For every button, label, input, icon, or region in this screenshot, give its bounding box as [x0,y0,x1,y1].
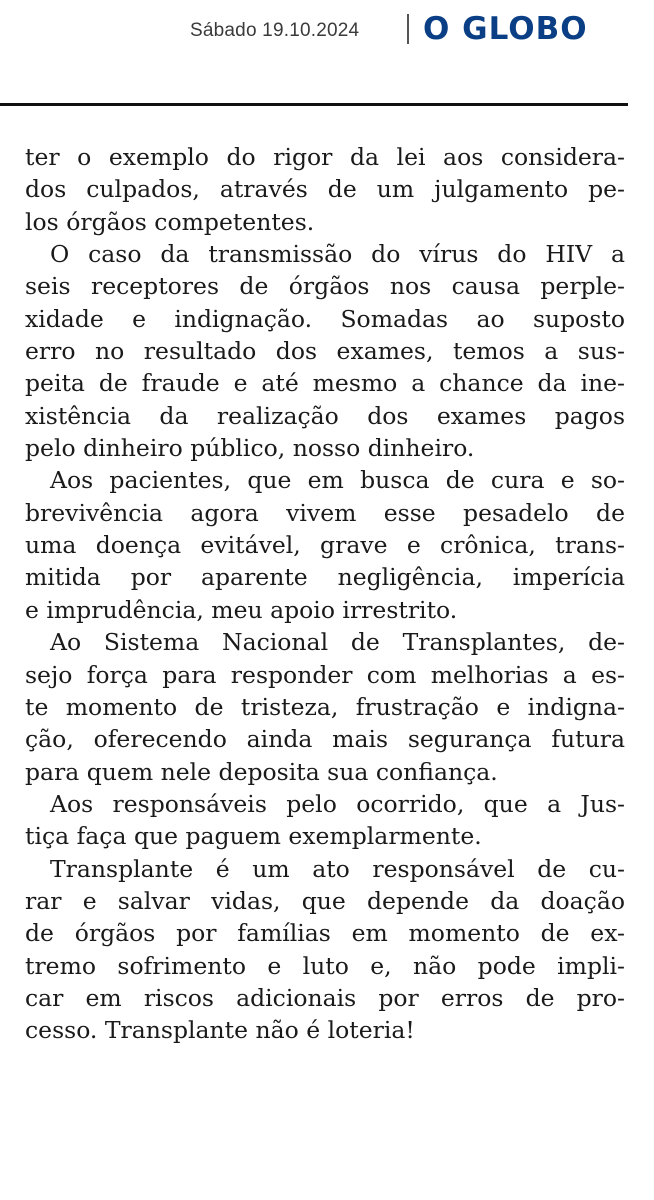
article-line: xidade e indignação. Somadas ao suposto [25,304,625,333]
newspaper-logo: O GLOBO [423,11,588,47]
article-line: O caso da transmissão do vírus do HIV a [50,240,625,269]
article-body [25,141,625,1047]
article-line: uma doença evitável, grave e crônica, trans- [25,531,625,560]
article-line: brevivência agora vivem esse pesadelo de [25,498,625,527]
article-line: los órgãos competentes. [25,207,315,236]
article-line: xistência da realização dos exames pagos [25,401,625,430]
article-paragraph [25,141,625,238]
article-line: cesso. Transplante não é loteria! [25,1016,415,1045]
article-line: te momento de tristeza, frustração e indigna- [25,692,625,721]
article-line: sejo força para responder com melhorias a es- [25,660,625,689]
article-line: dos culpados, através de um julgamento pe- [25,175,625,204]
article-line: erro no resultado dos exames, temos a sus- [25,337,625,366]
header-rule [0,103,628,106]
article-paragraph [25,853,625,1047]
header-divider [407,14,409,44]
issue-date: Sábado 19.10.2024 [190,20,360,41]
article-line: Aos pacientes, que em busca de cura e so- [50,466,625,495]
article-line: rar e salvar vidas, que depende da doação [25,886,625,915]
article-line: e imprudência, meu apoio irrestrito. [25,595,458,624]
article-line: seis receptores de órgãos nos causa perple- [25,272,625,301]
article-paragraph [25,788,625,853]
article-paragraph [25,464,625,626]
article-line: car em riscos adicionais por erros de pro- [25,983,625,1012]
article-line: tiça faça que paguem exemplarmente. [25,822,482,851]
article-line: Aos responsáveis pelo ocorrido, que a Jus- [50,789,625,818]
article-line: pelo dinheiro público, nosso dinheiro. [25,434,475,463]
article-line: ter o exemplo do rigor da lei aos considera- [25,143,625,171]
article-line: mitida por aparente negligência, imperícia [25,563,625,592]
page-header [0,0,654,100]
article-line: Transplante é um ato responsável de cu- [50,854,625,883]
article-line: tremo sofrimento e luto e, não pode impli- [25,951,625,980]
article-line: peita de fraude e até mesmo a chance da ine- [25,369,625,398]
article-line: de órgãos por famílias em momento de ex- [25,919,625,948]
article-paragraph [25,626,625,788]
article-line: ção, oferecendo ainda mais segurança futura [25,725,625,754]
article-line: Ao Sistema Nacional de Transplantes, de- [50,628,625,657]
article-paragraph [25,238,625,464]
article-line: para quem nele deposita sua confiança. [25,757,498,786]
